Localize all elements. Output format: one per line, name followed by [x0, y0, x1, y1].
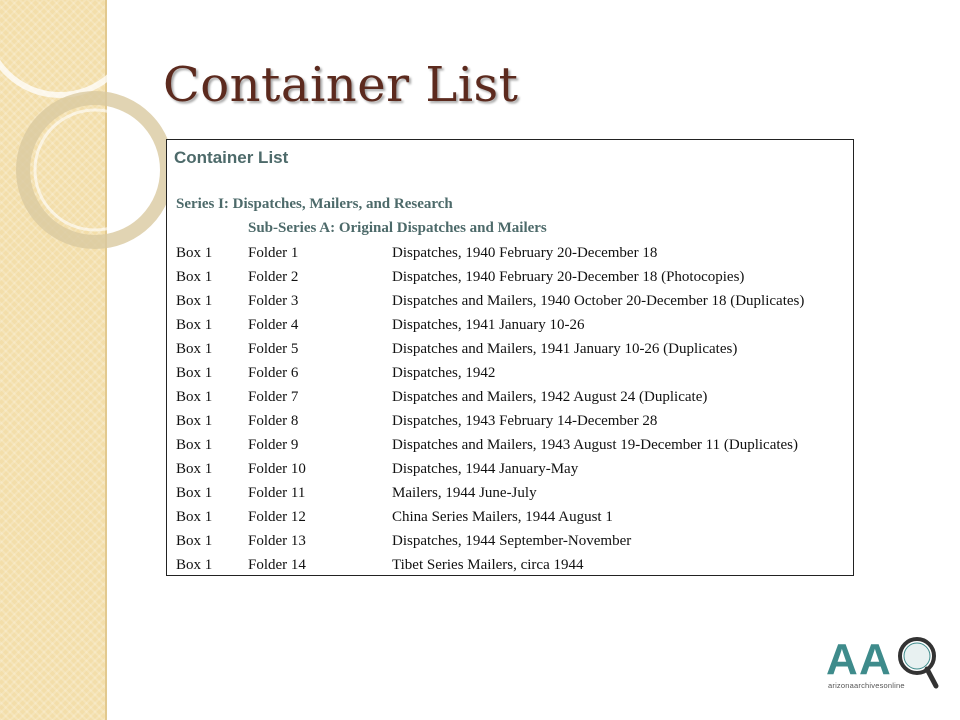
folder-cell: Folder 11	[248, 485, 306, 501]
folder-cell: Folder 3	[248, 293, 299, 309]
description-cell: Dispatches and Mailers, 1943 August 19-December 11 (Duplicates)	[392, 437, 799, 453]
container-row	[176, 364, 846, 388]
series-heading: Series I: Dispatches, Mailers, and Research	[176, 196, 453, 212]
folder-cell: Folder 13	[248, 533, 306, 549]
container-list-panel	[166, 139, 854, 576]
box-cell: Box 1	[176, 533, 213, 549]
box-cell: Box 1	[176, 293, 213, 309]
description-cell: Tibet Series Mailers, circa 1944	[392, 557, 584, 573]
container-row	[176, 292, 846, 316]
box-cell: Box 1	[176, 557, 213, 573]
container-row	[176, 268, 846, 292]
box-cell: Box 1	[176, 365, 213, 381]
container-row	[176, 412, 846, 436]
box-cell: Box 1	[176, 509, 213, 525]
box-cell: Box 1	[176, 461, 213, 477]
box-cell: Box 1	[176, 317, 213, 333]
description-cell: Dispatches, 1944 January-May	[392, 461, 579, 477]
logo-letter-a1: A	[826, 635, 858, 684]
subseries-heading: Sub-Series A: Original Dispatches and Mailers	[248, 220, 547, 236]
folder-cell: Folder 12	[248, 509, 306, 525]
container-row	[176, 388, 846, 412]
folder-cell: Folder 5	[248, 341, 299, 357]
description-cell: Dispatches, 1944 September-November	[392, 533, 632, 549]
description-cell: Dispatches, 1942	[392, 365, 496, 381]
folder-cell: Folder 1	[248, 245, 299, 261]
description-cell: Dispatches, 1941 January 10-26	[392, 317, 585, 333]
container-row	[176, 532, 846, 556]
logo-tagline: arizonaarchivesonline	[828, 681, 905, 690]
container-list-heading: Container List	[174, 148, 289, 167]
description-cell: Dispatches, 1943 February 14-December 28	[392, 413, 658, 429]
folder-cell: Folder 10	[248, 461, 306, 477]
logo-letter-a2: A	[859, 635, 891, 684]
folder-cell: Folder 9	[248, 437, 299, 453]
container-row	[176, 316, 846, 340]
folder-cell: Folder 7	[248, 389, 299, 405]
description-cell: Mailers, 1944 June-July	[392, 485, 537, 501]
description-cell: Dispatches, 1940 February 20-December 18	[392, 245, 658, 261]
magnifier-icon	[900, 639, 936, 686]
description-cell: Dispatches and Mailers, 1940 October 20-December 18 (Duplicates)	[392, 293, 805, 309]
box-cell: Box 1	[176, 437, 213, 453]
slide-title: Container List	[163, 57, 519, 113]
box-cell: Box 1	[176, 485, 213, 501]
folder-cell: Folder 4	[248, 317, 299, 333]
container-row	[176, 460, 846, 484]
description-cell: China Series Mailers, 1944 August 1	[392, 509, 613, 525]
description-cell: Dispatches and Mailers, 1942 August 24 (Duplicate)	[392, 389, 708, 405]
container-row	[176, 508, 846, 532]
folder-cell: Folder 6	[248, 365, 299, 381]
container-row	[176, 340, 846, 364]
container-row	[176, 436, 846, 460]
container-row	[176, 556, 846, 580]
container-rows	[176, 244, 846, 580]
box-cell: Box 1	[176, 245, 213, 261]
description-cell: Dispatches and Mailers, 1941 January 10-26 (Duplicates)	[392, 341, 738, 357]
box-cell: Box 1	[176, 269, 213, 285]
box-cell: Box 1	[176, 341, 213, 357]
box-cell: Box 1	[176, 389, 213, 405]
folder-cell: Folder 14	[248, 557, 306, 573]
container-row	[176, 484, 846, 508]
folder-cell: Folder 2	[248, 269, 299, 285]
container-row	[176, 244, 846, 268]
folder-cell: Folder 8	[248, 413, 299, 429]
description-cell: Dispatches, 1940 February 20-December 18 (Photocopies)	[392, 269, 745, 285]
box-cell: Box 1	[176, 413, 213, 429]
